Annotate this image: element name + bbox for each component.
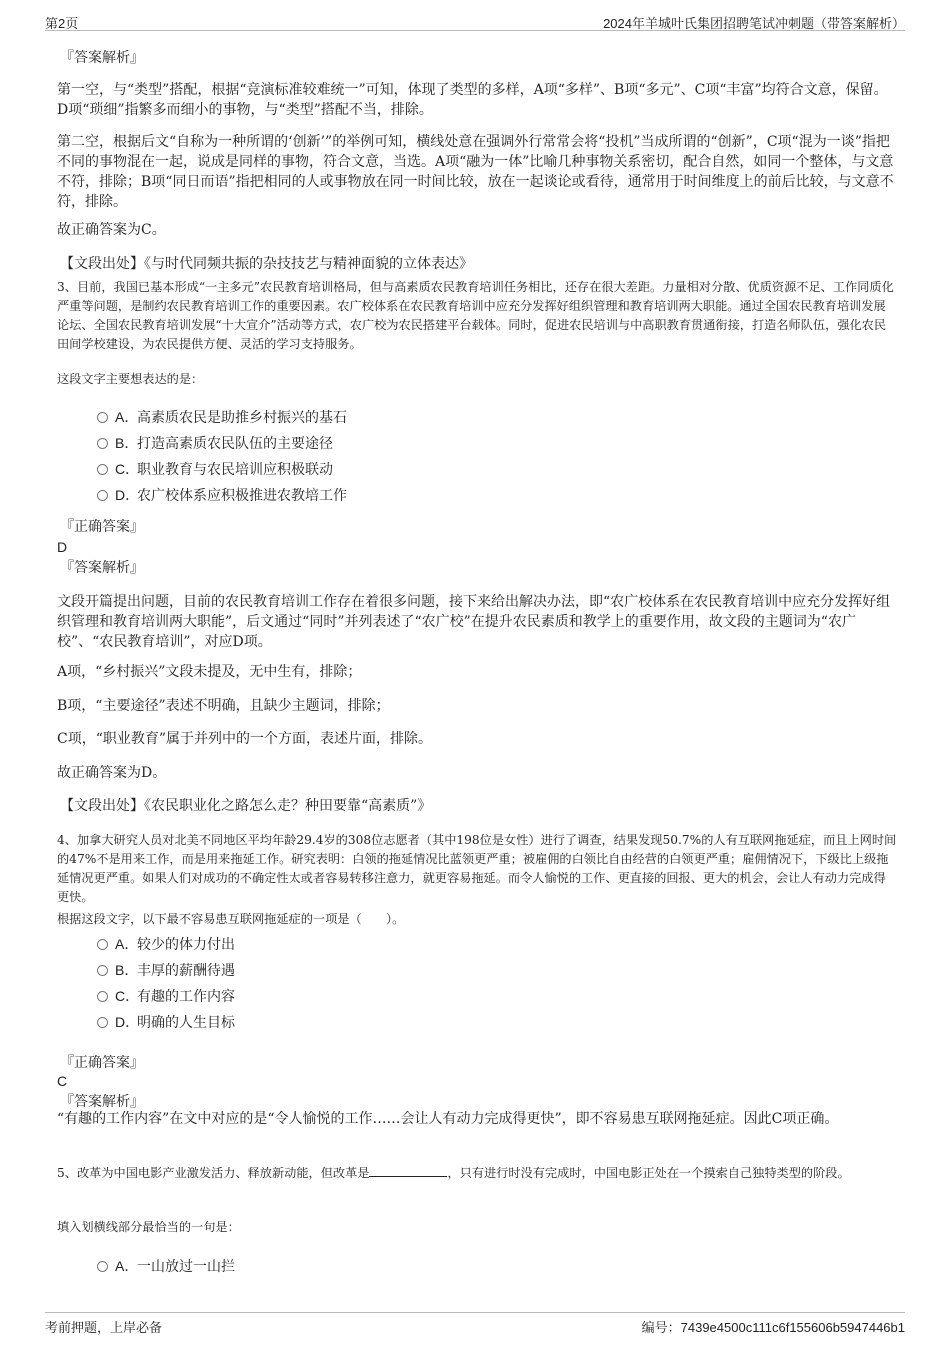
q3-option-c[interactable]: C．职业教育与农民培训应积极联动 bbox=[97, 459, 333, 479]
q3-option-d[interactable]: D．农广校体系应积极推进农教培工作 bbox=[97, 485, 347, 505]
q3-stem: 3、目前，我国已基本形成“一主多元”农民教育培训格局，但与高素质农民教育培训任务相比，还存在很大差距。力量相对分散、优质资源不足、工作同质化严重等问题，是制约农民教育培训工作的重要因素。农广校体系在农民教育培训中应充分发挥好组织管理和教育培训两大职能。通过全国农民教育培训发展论坛、全国农民教育培训发展“十大宣介”活动等方式，农广校为农民搭建平台载体。同时，促进农民培训与中高职教育贯通衔接，打造名师队伍，强化农民田间学校建设，为农民提供方便、灵活的学习支持服务。 bbox=[57, 280, 894, 351]
q3-answer-label: 『正确答案』 bbox=[60, 519, 144, 535]
radio-icon[interactable] bbox=[97, 965, 108, 976]
radio-icon[interactable] bbox=[97, 412, 108, 423]
radio-icon[interactable] bbox=[97, 1017, 108, 1028]
q2-conclusion: 故正确答案为C。 bbox=[57, 222, 166, 238]
q3-conclusion: 故正确答案为D。 bbox=[57, 765, 167, 781]
q4-option-b[interactable]: B．丰厚的薪酬待遇 bbox=[97, 960, 235, 980]
q4-option-d[interactable]: D．明确的人生目标 bbox=[97, 1012, 235, 1032]
q3-analysis-paragraph-2: A项，“乡村振兴”文段未提及，无中生有，排除； bbox=[57, 664, 362, 680]
radio-icon[interactable] bbox=[97, 438, 108, 449]
page-number: 第2页 bbox=[45, 16, 79, 31]
q4-analysis-paragraph-1: “有趣的工作内容”在文中对应的是“令人愉悦的工作……会让人有动力完成得更快”，即不容易患互联网拖延症。因此C项正确。 bbox=[57, 1111, 839, 1127]
q4-stem: 4、加拿大研究人员对北美不同地区平均年龄29.4岁的308位志愿者（其中198位是女性）进行了调查，结果发现50.7%的人有互联网拖延症，而且上网时间的47%不是用来工作，而是用来拖延工作。研究表明：白领的拖延情况比蓝领更严重；被雇佣的白领比自由经营的白领更严重；雇佣情况下，下级比上级拖延情况更严重。如果人们对成功的不确定性太或者容易转移注意力，就更容易拖延。而令人愉悦的工作、更直接的回报、更大的机会，会让人有动力完成得更快。 bbox=[57, 833, 897, 904]
document-title: 2024年羊城叶氏集团招聘笔试冲刺题（带答案解析） bbox=[603, 16, 905, 31]
page-header bbox=[45, 10, 905, 31]
page-footer bbox=[45, 1312, 905, 1335]
radio-icon[interactable] bbox=[97, 939, 108, 950]
q3-analysis-paragraph-1: 文段开篇提出问题，目前的农民教育培训工作存在着很多问题，接下来给出解决办法，即“农广校体系在农民教育培训中应充分发挥好组织管理和教育培训两大职能”，后文通过“同时”并列表述了“农广校”在提升农民素质和教学上的重要作用，故文段的主题词为“农广校”、“农民教育培训”，对应D项。 bbox=[57, 594, 891, 650]
radio-icon[interactable] bbox=[97, 991, 108, 1002]
q3-question: 这段文字主要想表达的是： bbox=[57, 372, 204, 386]
q5-option-a[interactable]: A．一山放过一山拦 bbox=[97, 1256, 235, 1276]
q3-option-a[interactable]: A．高素质农民是助推乡村振兴的基石 bbox=[97, 407, 347, 427]
fill-blank bbox=[369, 1164, 447, 1177]
radio-icon[interactable] bbox=[97, 1261, 108, 1272]
document-id: 编号：7439e4500c111c6f155606b5947446b1 bbox=[641, 1320, 905, 1335]
q3-option-b[interactable]: B．打造高素质农民队伍的主要途径 bbox=[97, 433, 333, 453]
q2-analysis-label: 『答案解析』 bbox=[60, 50, 144, 66]
q3-analysis-paragraph-4: C项，“职业教育”属于并列中的一个方面，表述片面，排除。 bbox=[57, 731, 433, 747]
q5-stem: 5、改革为中国电影产业激发活力、释放新动能，但改革是 ，只有进行时没有完成时，中国电影正处在一个摸索自己独特类型的阶段。 bbox=[57, 1166, 850, 1180]
q3-answer: D bbox=[57, 539, 68, 555]
q3-analysis-paragraph-3: B项，“主要途径”表述不明确，且缺少主题词，排除； bbox=[57, 698, 390, 714]
q3-source: 【文段出处】《农民职业化之路怎么走？种田要靠“高素质”》 bbox=[60, 798, 432, 814]
q4-analysis-label: 『答案解析』 bbox=[60, 1094, 144, 1110]
q4-answer-label: 『正确答案』 bbox=[60, 1055, 144, 1071]
q3-analysis-label: 『答案解析』 bbox=[60, 560, 144, 576]
q4-option-c[interactable]: C．有趣的工作内容 bbox=[97, 986, 235, 1006]
q4-option-a[interactable]: A．较少的体力付出 bbox=[97, 934, 235, 954]
q2-analysis-paragraph-2: 第二空，根据后文“自称为一种所谓的‘创新’”的举例可知，横线处意在强调外行常常会将“投机”当成所谓的“创新”，C项“混为一谈”指把不同的事物混在一起，说成是同样的事物，符合文意，当选。A项“融为一体”比喻几种事物关系密切，配合自然，如同一个整体，与文意不符，排除；B项“同日而语”指把相同的人或事物放在同一时间比较，放在一起谈论或看待，通常用于时间维度上的前后比较，与文意不符，排除。 bbox=[57, 134, 894, 210]
q2-source: 【文段出处】《与时代同频共振的杂技技艺与精神面貌的立体表达》 bbox=[60, 256, 473, 272]
q2-analysis-paragraph-1: 第一空，与“类型”搭配，根据“竞演标准较难统一”可知，体现了类型的多样，A项“多样”、B项“多元”、C项“丰富”均符合文意，保留。D项“琐细”指繁多而细小的事物，与“类型”搭配不当，排除。 bbox=[57, 82, 888, 118]
q4-answer: C bbox=[57, 1073, 68, 1089]
footer-slogan: 考前押题，上岸必备 bbox=[45, 1321, 163, 1336]
radio-icon[interactable] bbox=[97, 464, 108, 475]
q4-question: 根据这段文字，以下最不容易患互联网拖延症的一项是（ ）。 bbox=[57, 912, 405, 926]
q5-question: 填入划横线部分最恰当的一句是： bbox=[57, 1220, 240, 1234]
radio-icon[interactable] bbox=[97, 490, 108, 501]
